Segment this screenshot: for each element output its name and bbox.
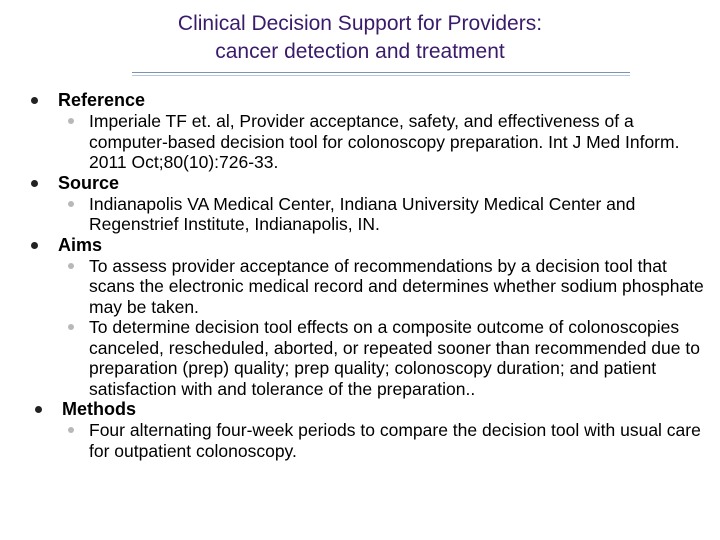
slide-title [0,10,720,66]
title-line-1: Clinical Decision Support for Providers: [177,12,543,35]
section-source [0,173,720,194]
bullet-icon [35,406,42,413]
list-item-text: To assess provider acceptance of recommendations by a decision tool that scans the electronic medical record and determines whether sodium phosphate may be taken. [89,255,704,317]
list-item [0,111,720,173]
title-line-2: cancer detection and treatment [215,40,505,63]
section-aims [0,235,720,256]
section-heading: Reference [58,90,146,110]
section-reference [0,90,720,111]
list-item [0,317,720,399]
section-heading: Source [58,172,120,193]
list-item [0,420,720,461]
list-item-text: Indianapolis VA Medical Center, Indiana University Medical Center and Regenstrief Institute, Indianapolis, IN. [89,193,636,234]
section-heading: Methods [62,399,136,419]
sub-bullet-icon [68,118,74,124]
section-methods [0,399,720,420]
sub-bullet-icon [68,263,74,269]
sub-bullet-icon [68,324,74,330]
bullet-icon [31,180,38,187]
bullet-icon [31,97,38,104]
section-heading: Aims [58,234,103,255]
slide-body [0,90,720,461]
list-item [0,256,720,318]
list-item-text: Imperiale TF et. al, Provider acceptance, safety, and effectiveness of a computer-based decision tool for colonoscopy preparation. Int J Med Inform. 2011 Oct;80(10):726-33. [89,111,680,172]
list-item [0,194,720,235]
sub-bullet-icon [68,427,74,433]
title-divider [132,72,630,76]
list-item-text: To determine decision tool effects on a composite outcome of colonoscopies canceled, rescheduled, aborted, or repeated sooner than recommended due to preparation (prep) quality; prep quality; colonoscopy duration; and patient satisfaction with and tolerance of the preparation.. [89,317,700,399]
list-item-text: Four alternating four-week periods to compare the decision tool with usual care for outpatient colonoscopy. [89,420,701,461]
sub-bullet-icon [68,201,74,207]
bullet-icon [31,242,38,249]
